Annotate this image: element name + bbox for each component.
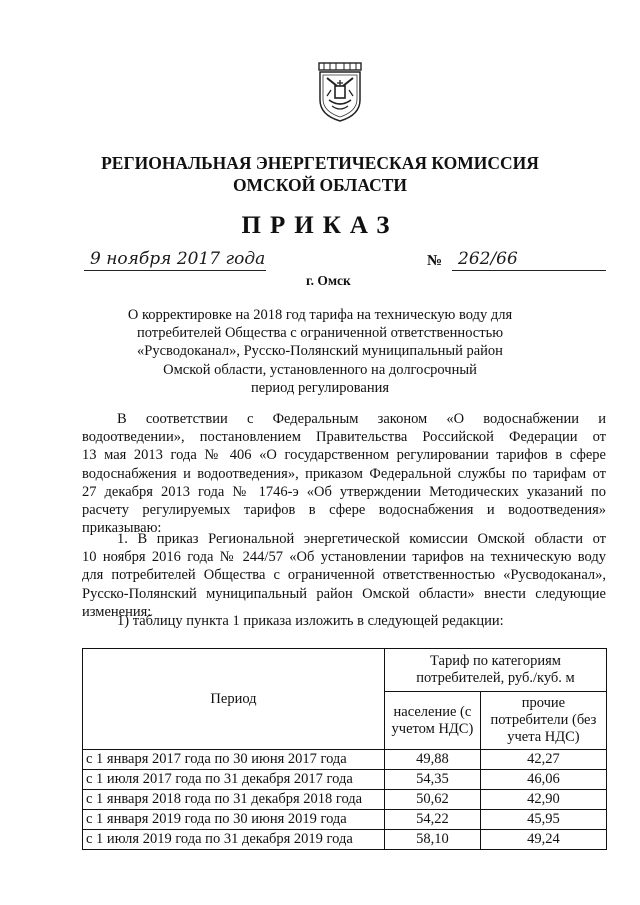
text-line: расчету регулируемых тарифов в сфере водоснабжения и водоотведения» bbox=[82, 502, 606, 519]
document-type-title: ПРИКАЗ bbox=[241, 212, 399, 239]
tariff-table bbox=[82, 648, 607, 850]
other-tariff-cell: 42,90 bbox=[480, 790, 606, 810]
text-line: приказываю: bbox=[82, 520, 162, 537]
omsk-coat-of-arms-icon bbox=[317, 62, 363, 122]
population-tariff-cell: 50,62 bbox=[385, 790, 481, 810]
text-line: изменения: bbox=[82, 603, 152, 620]
other-tariff-cell: 45,95 bbox=[480, 810, 606, 830]
text-line: 27 декабря 2013 года № 1746-э «Об утверждении Методических указаний по bbox=[82, 483, 606, 500]
text-line: для потребителей Общества с ограниченной ответственностью «Русводоканал», bbox=[82, 567, 606, 584]
city-label: г. Омск bbox=[306, 273, 351, 288]
table-row bbox=[83, 750, 607, 770]
paragraph-preamble bbox=[82, 410, 606, 537]
population-tariff-cell: 54,35 bbox=[385, 770, 481, 790]
subject-line: О корректировке на 2018 год тарифа на техническую воду для bbox=[127, 307, 513, 323]
column-header-tariff-group: Тариф по категориям потребителей, руб./куб. м bbox=[385, 649, 607, 692]
subject-line: Омской области, установленного на долгосрочный bbox=[163, 361, 477, 378]
text-line: 1) таблицу пункта 1 приказа изложить в следующей редакции: bbox=[117, 613, 504, 629]
table-row bbox=[83, 790, 607, 810]
table-row bbox=[83, 810, 607, 830]
text-line: водоотведении», постановлением Правительства Российской Федерации от bbox=[82, 429, 606, 446]
text-line: 10 ноября 2016 года № 244/57 «Об установлении тарифов на техническую воду bbox=[82, 549, 606, 566]
other-tariff-cell: 42,27 bbox=[480, 750, 606, 770]
subject-line: период регулирования bbox=[250, 379, 390, 396]
table-row bbox=[83, 770, 607, 790]
text-line: 13 мая 2013 года № 406 «О государственном регулировании тарифов в сфере bbox=[82, 447, 606, 464]
text-line: Русско-Полянский муниципальный район Омской области» внести следующие bbox=[82, 585, 606, 602]
column-header-population: население (с учетом НДС) bbox=[385, 692, 481, 750]
population-tariff-cell: 49,88 bbox=[385, 750, 481, 770]
population-tariff-cell: 58,10 bbox=[385, 830, 481, 850]
text-line: 1. В приказ Региональной энергетической комиссии Омской области от bbox=[117, 531, 606, 547]
period-cell: с 1 января 2017 года по 30 июня 2017 года bbox=[83, 750, 385, 770]
period-cell: с 1 января 2018 года по 31 декабря 2018 года bbox=[83, 790, 385, 810]
org-name-line2: ОМСКОЙ ОБЛАСТИ bbox=[232, 175, 408, 195]
document-subject bbox=[110, 306, 530, 397]
population-tariff-cell: 54,22 bbox=[385, 810, 481, 830]
period-cell: с 1 июля 2017 года по 31 декабря 2017 года bbox=[83, 770, 385, 790]
subject-line: потребителей Общества с ограниченной ответственностью bbox=[136, 325, 504, 342]
other-tariff-cell: 46,06 bbox=[480, 770, 606, 790]
table-header-row bbox=[83, 649, 607, 692]
number-sign: № bbox=[427, 253, 443, 269]
table-row bbox=[83, 830, 607, 850]
text-line: водоснабжения и водоотведения», приказом Федеральной службы по тарифам от bbox=[82, 465, 606, 482]
period-cell: с 1 января 2019 года по 30 июня 2019 года bbox=[83, 810, 385, 830]
subject-line: «Русводоканал», Русско-Полянский муниципальный район bbox=[137, 343, 503, 360]
org-name-line1: РЕГИОНАЛЬНАЯ ЭНЕРГЕТИЧЕСКАЯ КОМИССИЯ bbox=[101, 153, 539, 173]
column-header-period: Период bbox=[83, 649, 385, 750]
column-header-other: прочие потребители (без учета НДС) bbox=[480, 692, 606, 750]
text-line: В соответствии с Федеральным законом «О водоснабжении и bbox=[117, 411, 606, 427]
paragraph-subitem-1 bbox=[82, 612, 606, 630]
paragraph-item-1 bbox=[82, 530, 606, 621]
other-tariff-cell: 49,24 bbox=[480, 830, 606, 850]
handwritten-date: 9 ноября 2017 года bbox=[84, 248, 266, 271]
handwritten-number: 262/66 bbox=[452, 248, 606, 271]
period-cell: с 1 июля 2019 года по 31 декабря 2019 года bbox=[83, 830, 385, 850]
